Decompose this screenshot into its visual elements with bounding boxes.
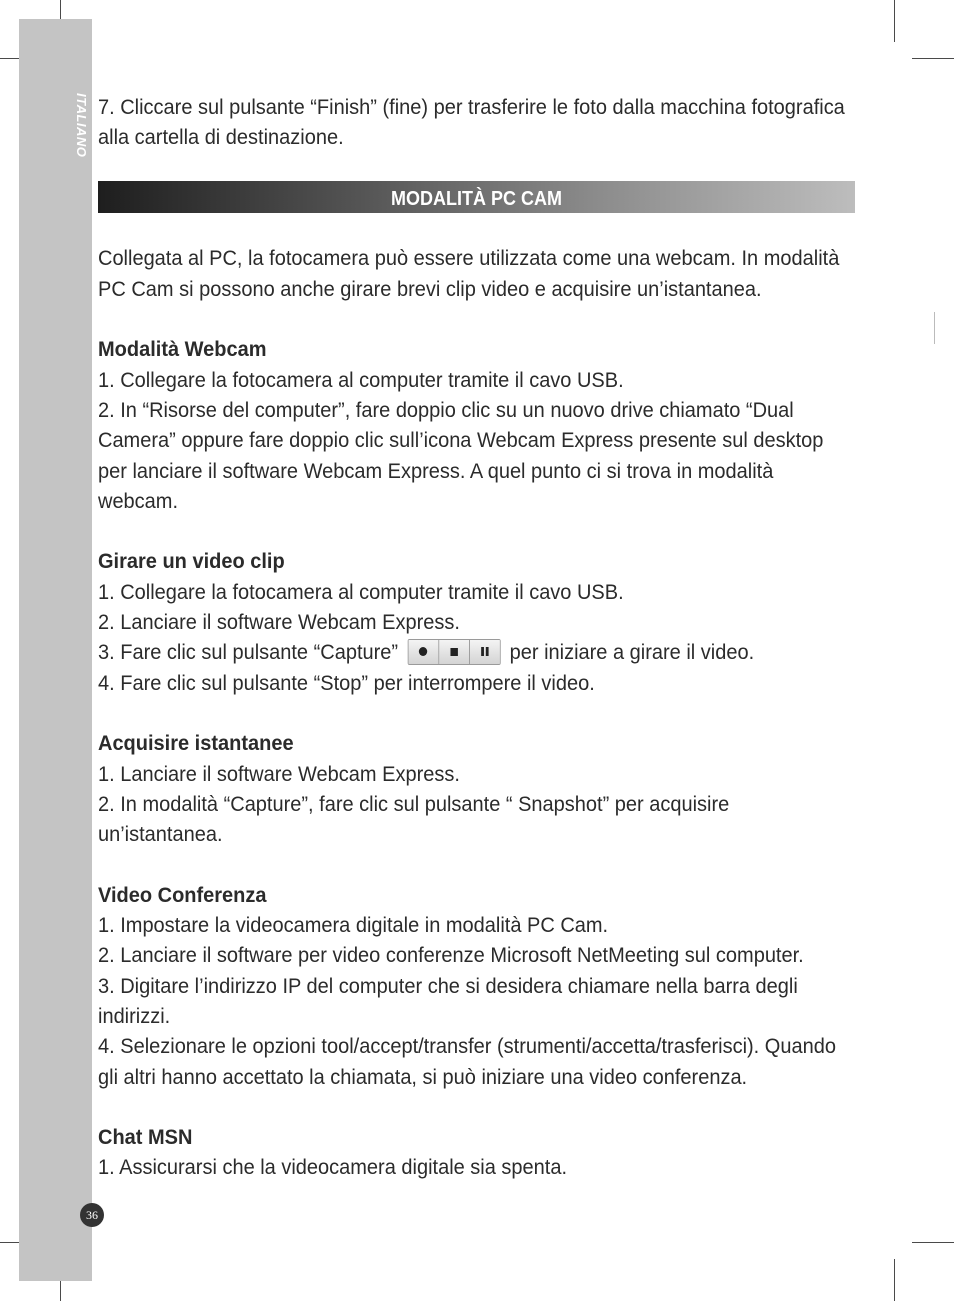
record-icon xyxy=(419,647,427,656)
conference-heading: Video Conferenza xyxy=(98,882,267,907)
video-clip-line: 1. Collegare la fotocamera al computer tramite il cavo USB. xyxy=(98,579,624,604)
snapshot-heading: Acquisire istantanee xyxy=(98,731,294,756)
conference-line: 4. Selezionare le opzioni tool/accept/transfer (strumenti/accetta/trasferisci). Quando xyxy=(98,1034,836,1059)
webcam-line: webcam. xyxy=(98,488,179,513)
webcam-heading: Modalità Webcam xyxy=(98,337,267,362)
snapshot-line: un’istantanea. xyxy=(98,822,223,847)
crop-mark xyxy=(912,58,954,59)
video-clip-heading: Girare un video clip xyxy=(98,549,285,574)
video-clip-line: 4. Fare clic sul pulsante “Stop” per interrompere il video. xyxy=(98,670,595,695)
crop-mark xyxy=(894,1259,895,1301)
crop-mark xyxy=(934,312,935,344)
pause-button xyxy=(470,640,500,664)
description-line: PC Cam si possono anche girare brevi clip video e acquisire un’istantanea. xyxy=(98,276,762,301)
crop-mark xyxy=(912,1242,954,1243)
page-number: 36 xyxy=(80,1203,104,1227)
stop-button xyxy=(439,640,470,664)
stop-icon xyxy=(450,648,457,656)
conference-line: 3. Digitare l’indirizzo IP del computer che si desidera chiamare nella barra degli xyxy=(98,973,798,998)
msn-line: 1. Assicurarsi che la videocamera digitale sia spenta. xyxy=(98,1155,568,1180)
video-clip-line xyxy=(98,637,858,667)
webcam-line: 1. Collegare la fotocamera al computer tramite il cavo USB. xyxy=(98,367,624,392)
page-content xyxy=(98,92,858,1183)
language-label: ITALIANO xyxy=(74,93,89,158)
conference-line: 2. Lanciare il software per video conferenze Microsoft NetMeeting sul computer. xyxy=(98,943,804,968)
record-button xyxy=(408,640,439,664)
capture-button-group xyxy=(407,639,500,665)
side-strip xyxy=(19,19,92,1281)
crop-mark xyxy=(894,0,895,42)
intro-line: 7. Cliccare sul pulsante “Finish” (fine) per trasferire le foto dalla macchina fotografica xyxy=(98,95,845,119)
capture-text-after: per iniziare a girare il video. xyxy=(509,640,755,665)
description-line: Collegata al PC, la fotocamera può essere utilizzata come una webcam. In modalità xyxy=(98,246,840,271)
capture-text-before: 3. Fare clic sul pulsante “Capture” xyxy=(98,640,399,665)
video-clip-line: 2. Lanciare il software Webcam Express. xyxy=(98,610,460,635)
snapshot-line: 2. In modalità “Capture”, fare clic sul pulsante “ Snapshot” per acquisire xyxy=(98,791,730,816)
section-title: MODALITÀ PC CAM xyxy=(391,188,562,210)
snapshot-line: 1. Lanciare il software Webcam Express. xyxy=(98,761,460,786)
msn-heading: Chat MSN xyxy=(98,1125,193,1150)
conference-line: 1. Impostare la videocamera digitale in modalità PC Cam. xyxy=(98,913,609,938)
webcam-line: per lanciare il software Webcam Express. A quel punto ci si trova in modalità xyxy=(98,458,774,483)
conference-line: indirizzi. xyxy=(98,1003,171,1028)
pause-icon xyxy=(481,647,488,656)
conference-line: gli altri hanno accettato la chiamata, si può iniziare una video conferenza. xyxy=(98,1064,748,1089)
webcam-line: Camera” oppure fare doppio clic sull’icona Webcam Express presente sul desktop xyxy=(98,428,824,453)
webcam-line: 2. In “Risorse del computer”, fare doppio clic su un nuovo drive chiamato “Dual xyxy=(98,397,794,422)
intro-line: alla cartella di destinazione. xyxy=(98,125,344,150)
